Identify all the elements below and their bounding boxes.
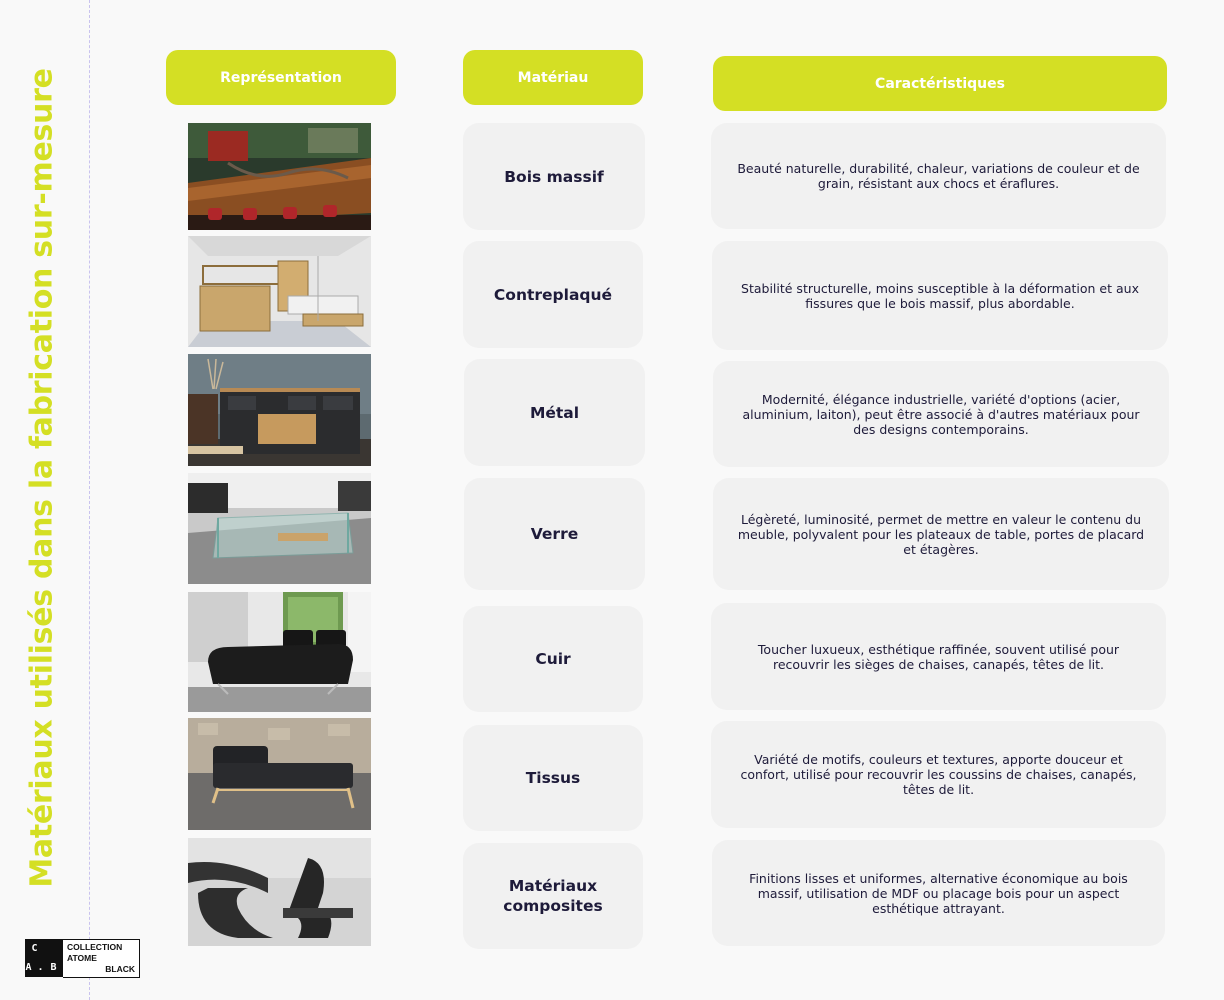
material-cell: Matériaux composites: [463, 843, 643, 949]
material-cell: Tissus: [463, 725, 643, 831]
metal-sideboard-photo: [188, 354, 371, 466]
logo-mark-a: A .: [25, 962, 44, 973]
material-cell: Cuir: [463, 606, 643, 712]
plywood-loft-render: [188, 236, 371, 347]
leather-sofa-photo: [188, 592, 371, 712]
material-cell: Métal: [464, 359, 645, 466]
composite-furniture-photo: [188, 838, 371, 946]
header-material: Matériau: [463, 50, 643, 105]
description-cell: Beauté naturelle, durabilité, chaleur, variations de couleur et de grain, résistant aux chocs et éraflures.: [711, 123, 1166, 229]
material-cell: Verre: [464, 478, 645, 590]
logo-line-2: ATOME: [67, 953, 97, 963]
cab-logo: [25, 939, 140, 978]
description-cell: Finitions lisses et uniformes, alternative économique au bois massif, utilisation de MDF ou placage bois pour un aspect esthétique attrayant.: [712, 840, 1165, 946]
description-cell: Toucher luxueux, esthétique raffinée, souvent utilisé pour recouvrir les sièges de chaises, canapés, têtes de lit.: [711, 603, 1166, 710]
description-cell: Stabilité structurelle, moins susceptible à la déformation et aux fissures que le bois massif, plus abordable.: [712, 241, 1168, 350]
left-rail-divider: [89, 0, 90, 1000]
logo-mark-empty: [44, 939, 63, 958]
wooden-dining-table-photo: [188, 123, 371, 230]
page-title: Matériaux utilisés dans la fabrication sur-mesure: [24, 68, 60, 888]
logo-line-1: COLLECTION: [67, 942, 123, 952]
logo-mark-c: C: [31, 943, 38, 954]
glass-coffee-table-photo: [188, 473, 371, 584]
logo-mark-b: B: [50, 962, 57, 973]
header-characteristics: Caractéristiques: [713, 56, 1167, 111]
logo-mark: [25, 939, 63, 977]
header-representation: Représentation: [166, 50, 396, 105]
description-cell: Variété de motifs, couleurs et textures, apporte douceur et confort, utilisé pour recouvrir les coussins de chaises, canapés, têtes de lit.: [711, 721, 1166, 828]
material-cell: Contreplaqué: [463, 241, 643, 348]
fabric-daybed-photo: [188, 718, 371, 830]
material-cell: Bois massif: [463, 123, 645, 230]
description-cell: Modernité, élégance industrielle, variété d'options (acier, aluminium, laiton), peut être associé à d'autres matériaux pour des designs contemporains.: [713, 361, 1169, 467]
logo-line-3: BLACK: [105, 964, 135, 974]
description-cell: Légèreté, luminosité, permet de mettre en valeur le contenu du meuble, polyvalent pour les plateaux de table, portes de placard et étagères.: [713, 478, 1169, 590]
logo-text: [63, 939, 140, 978]
